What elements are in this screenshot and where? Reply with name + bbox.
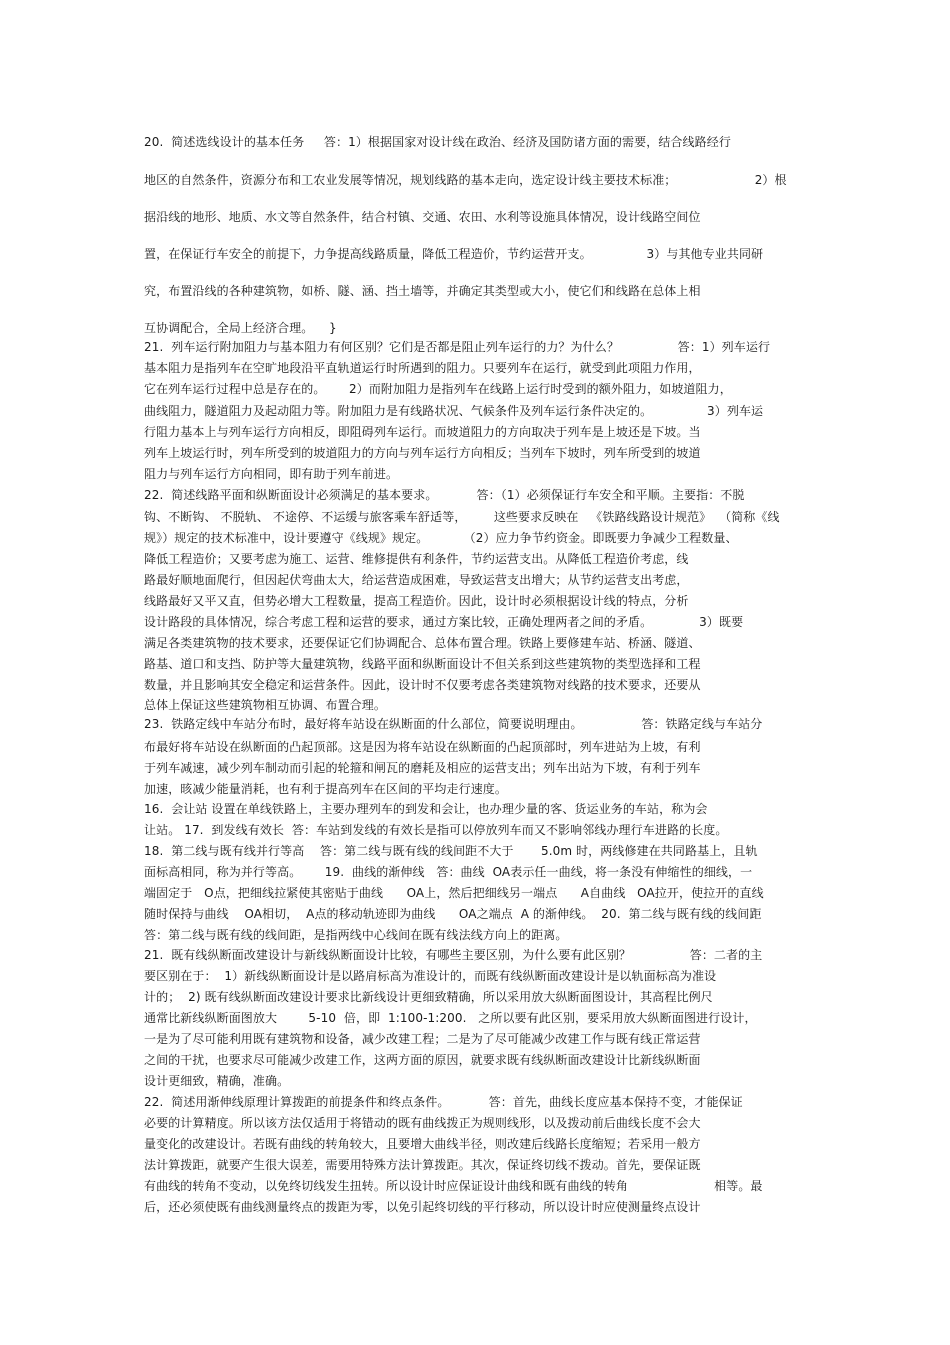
text-line: 路基、道口和支挡、防护等大量建筑物，线路平面和纵断面设计不但关系到这些建筑物的类型选择和工程 — [144, 657, 701, 671]
text-line: 必要的计算精度。所以该方法仅适用于将错动的既有曲线拨正为规则线形，以及拨动前后曲线长度不会大 — [144, 1116, 701, 1130]
text-line: 它在列车运行过程中总是存在的。 2）而附加阻力是指列车在线路上运行时受到的额外阻力，如坡道阻力， — [144, 382, 732, 396]
text-line: 之间的干扰，也要求尽可能减少改建工作，这两方面的原因，就要求既有线纵断面改建设计比新线纵断面 — [144, 1053, 701, 1067]
text-line: 置，在保证行车安全的前提下，力争提高线路质量，降低工程造价，节约运营开支。 3）与其他专业共同研 — [144, 247, 764, 261]
text-line: 基本阻力是指列车在空旷地段沿平直轨道运行时所遇到的阻力。只要列车在运行，就受到此项阻力作用， — [144, 361, 701, 375]
text-line: 路最好顺地面爬行，但因起伏弯曲太大，给运营造成困难，导致运营支出增大；从节约运营支出考虑， — [144, 573, 689, 587]
text-line: 于列车减速，减少列车制动而引起的轮箍和闸瓦的磨耗及相应的运营支出；列车出站为下坡，有利于列车 — [144, 761, 701, 775]
text-line: 通常比新线纵断面图放大 5-10 倍，即 1:100-1:200. 之所以要有此区别，要采用放大纵断面图进行设计， — [144, 1011, 757, 1025]
text-line: 量变化的改建设计。若既有曲线的转角较大，且要增大曲线半径，则改建后线路长度缩短；若采用一般方 — [144, 1137, 701, 1151]
text-line: 23. 铁路定线中车站分布时，最好将车站设在纵断面的什么部位，简要说明理由。 答：铁路定线与车站分 — [144, 717, 763, 731]
text-line: 随时保持与曲线 OA相切， A点的移动轨迹即为曲线 OA之端点 A 的渐伸线。 20. 第二线与既有线的线间距 — [144, 907, 762, 921]
text-line: 满足各类建筑物的技术要求，还要保证它们协调配合、总体布置合理。铁路上要修建车站、桥涵、隧道、 — [144, 636, 701, 650]
text-line: 钩、不断钩、 不脱轨、 不途停、不运缓与旅客乘车舒适等， 这些要求反映在 《铁路线路设计规范》 （简称《线 — [144, 510, 780, 524]
text-line: 阻力与列车运行方向相同，即有助于列车前进。 — [144, 467, 399, 481]
text-line: 地区的自然条件，资源分布和工农业发展等情况，规划线路的基本走向，选定设计线主要技术标准； 2）根 — [144, 173, 787, 187]
text-line: 答：第二线与既有线的线间距，是指两线中心线间在既有线法线方向上的距离。 — [144, 928, 568, 942]
text-line: 设计路段的具体情况，综合考虑工程和运营的要求，通过方案比较，正确处理两者之间的矛盾。 3）既要 — [144, 615, 744, 629]
text-line: 法计算拨距，就要产生很大误差，需要用特殊方法计算拨距。其次，保证终切线不拨动。首先，要保证既 — [144, 1158, 701, 1172]
text-line: 规》）规定的技术标准中，设计要遵守《线规》规定。 （2）应力争节约资金。即既要力争减少工程数量、 — [144, 531, 738, 545]
text-line: 有曲线的转角不变动，以免终切线发生扭转。所以设计时应保证设计曲线和既有曲线的转角 相等。最 — [144, 1179, 763, 1193]
text-line: 行阻力基本上与列车运行方向相反，即阻碍列车运行。而坡道阻力的方向取决于列车是上坡还是下坡。当 — [144, 425, 701, 439]
text-line: 16. 会让站 设置在单线铁路上，主要办理列车的到发和会让，也办理少量的客、货运业务的车站，称为会 — [144, 802, 708, 816]
text-line: 设计更细致，精确，准确。 — [144, 1074, 290, 1088]
text-line: 究，布置沿线的各种建筑物，如桥、隧、涵、挡土墙等，并确定其类型或大小，使它们和线路在总体上相 — [144, 284, 701, 298]
text-line: 布最好将车站设在纵断面的凸起顶部。这是因为将车站设在纵断面的凸起顶部时，列车进站为上坡，有利 — [144, 740, 701, 754]
text-line: 22. 简述用渐伸线原理计算拨距的前提条件和终点条件。 答：首先，曲线长度应基本保持不变，才能保证 — [144, 1095, 743, 1109]
text-line: 21. 既有线纵断面改建设计与新线纵断面设计比较，有哪些主要区别，为什么要有此区别？ 答：二者的主 — [144, 948, 763, 962]
text-line: 18. 第二线与既有线并行等高 答：第二线与既有线的线间距不大于 5.0m 时，两线修建在共同路基上，且轨 — [144, 844, 758, 858]
text-line: 降低工程造价；又要考虑为施工、运营、维修提供有利条件，节约运营支出。从降低工程造价考虑，线 — [144, 552, 689, 566]
text-line: 22. 简述线路平面和纵断面设计必须满足的基本要求。 答：（1）必须保证行车安全和平顺。主要指：不脱 — [144, 488, 745, 502]
text-line: 列车上坡运行时，列车所受到的坡道阻力的方向与列车运行方向相反；当列车下坡时，列车所受到的坡道 — [144, 446, 701, 460]
text-line: 后，还必须使既有曲线测量终点的拨距为零，以免引起终切线的平行移动，所以设计时应使测量终点设计 — [144, 1200, 701, 1214]
text-line: 互协调配合，全局上经济合理。 } — [144, 321, 337, 335]
text-line: 面标高相同，称为并行等高。 19. 曲线的渐伸线 答：曲线 OA表示任一曲线，将一条没有伸缩性的细线，一 — [144, 865, 753, 879]
text-line: 端固定于 O点，把细线拉紧使其密贴于曲线 OA上，然后把细线另一端点 A自曲线 OA拉开，使拉开的直线 — [144, 886, 764, 900]
text-line: 总体上保证这些建筑物相互协调、布置合理。 — [144, 698, 387, 712]
text-line: 线路最好又平又直，但势必增大工程数量，提高工程造价。因此，设计时必须根据设计线的特点，分析 — [144, 594, 689, 608]
text-line: 曲线阻力，隧道阻力及起动阻力等。附加阻力是有线路状况、气候条件及列车运行条件决定的。 3）列车运 — [144, 404, 764, 418]
text-line: 21. 列车运行附加阻力与基本阻力有何区别？它们是否都是阻止列车运行的力？为什么？ 答：1）列车运行 — [144, 340, 771, 354]
text-line: 要区别在于： 1）新线纵断面设计是以路肩标高为准设计的，而既有线纵断面改建设计是以轨面标高为准设 — [144, 969, 717, 983]
text-line: 让站。 17. 到发线有效长 答：车站到发线的有效长是指可以停放列车而又不影响邻线办理行车进路的长度。 — [144, 823, 728, 837]
text-line: 一是为了尽可能利用既有建筑物和设备，减少改建工程；二是为了尽可能减少改建工作与既有线正常运营 — [144, 1032, 701, 1046]
text-line: 20. 简述选线设计的基本任务 答：1）根据国家对设计线在政治、经济及国防诸方面的需要，结合线路经行 — [144, 135, 731, 149]
text-line: 加速，晐减少能量消耗，也有利于提高列车在区间的平均走行速度。 — [144, 782, 508, 796]
text-line: 数量，并且影响其安全稳定和运营条件。因此，设计时不仅要考虑各类建筑物对线路的技术要求，还要从 — [144, 678, 701, 692]
text-line: 据沿线的地形、地质、水文等自然条件，结合村镇、交通、农田、水利等设施具体情况，设计线路空间位 — [144, 210, 701, 224]
text-line: 计的； 2) 既有线纵断面改建设计要求比新线设计更细致精确，所以采用放大纵断面图设计，其高程比例尺 — [144, 990, 713, 1004]
